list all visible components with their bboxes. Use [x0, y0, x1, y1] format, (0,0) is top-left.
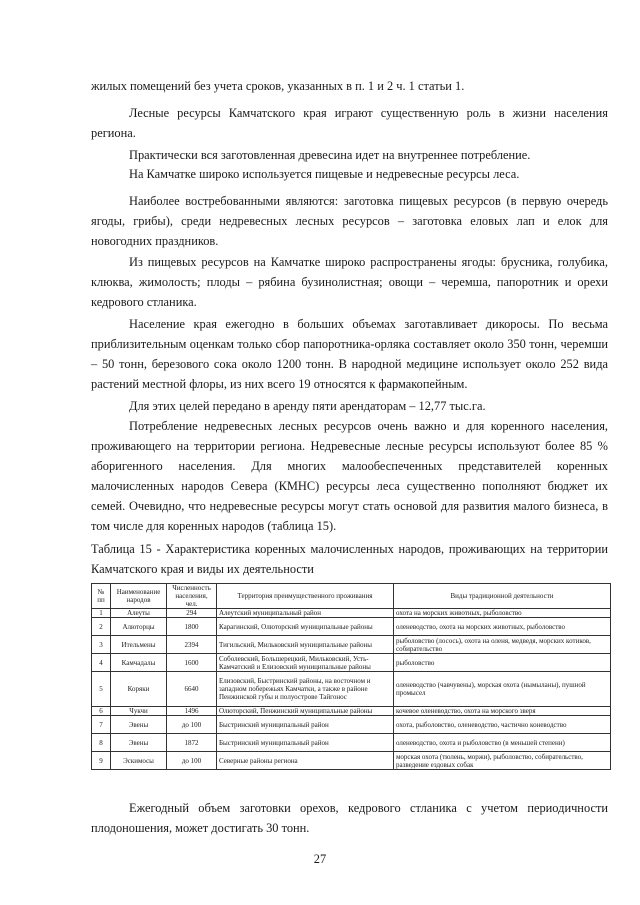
table-cell: Олюторский, Пенжинский муниципальные районы — [217, 707, 394, 716]
table-cell: до 100 — [167, 752, 217, 770]
table-row — [92, 707, 611, 716]
table-cell: Чукчи — [111, 707, 167, 716]
table-cell: Камчадалы — [111, 654, 167, 672]
table-cell: кочевое оленеводство, охота на морского зверя — [394, 707, 611, 716]
paragraph-4: Наиболее востребованными являются: заготовка пищевых ресурсов (в первую очередь ягоды, грибы), среди недревесных лесных ресурсов – заготовка еловых лап и елок для новогодних праздников. — [91, 194, 608, 248]
table-caption: Таблица 15 - Характеристика коренных малочисленных народов, проживающих на территории Камчатского края и виды их деятельности — [91, 542, 608, 576]
table-cell: 6 — [92, 707, 111, 716]
table-cell: Коряки — [111, 672, 167, 707]
paragraph-8: Потребление недревесных лесных ресурсов очень важно и для коренного населения, проживающего на территории региона. Недревесные лесные ресурсы используют более 85 % аборигенного населения. Для многих малообеспеченных представителей коренных малочисленных народов Севера (КМНС) ресурсы леса существенно пополняют бюджет их семей. Очевидно, что недревесные ресурсы могут стать основой для развития малого бизнеса, в том числе для коренных народов (таблица 15). — [91, 419, 608, 533]
table-cell: Эвены — [111, 716, 167, 734]
table-cell: охота, рыболовство, оленеводство, частично коневодство — [394, 716, 611, 734]
paragraph-2: Практически вся заготовленная древесина идет на внутреннее потребление. — [129, 148, 531, 162]
table-row — [92, 672, 611, 707]
table-cell: 6640 — [167, 672, 217, 707]
table-row — [92, 752, 611, 770]
indigenous-peoples-table — [91, 583, 611, 770]
table-cell: 2 — [92, 618, 111, 636]
table-cell: 9 — [92, 752, 111, 770]
table-row — [92, 618, 611, 636]
table-cell: до 100 — [167, 716, 217, 734]
table-cell: 1600 — [167, 654, 217, 672]
table-cell: рыболовство — [394, 654, 611, 672]
paragraph-3: На Камчатке широко используется пищевые и недревесные ресурсы леса. — [129, 167, 520, 181]
table-cell: 1800 — [167, 618, 217, 636]
table-cell: охота на морских животных, рыболовство — [394, 609, 611, 618]
table-cell: 1496 — [167, 707, 217, 716]
table-cell: 3 — [92, 636, 111, 654]
table-cell: Быстринский муниципальный район — [217, 716, 394, 734]
table-cell: Эвены — [111, 734, 167, 752]
table-cell: 294 — [167, 609, 217, 618]
paragraph-6: Население края ежегодно в больших объемах заготавливает дикоросы. По весьма приблизительным оценкам только сбор папоротника-орляка составляет около 350 тонн, черемши – 50 тонн, березового сока около 1200 тонн. В народной медицине использует около 252 вида растений местной флоры, из них всего 19 относятся к фармакопейным. — [91, 317, 608, 391]
column-header: № пп — [92, 584, 111, 609]
column-header: Наименование народов — [111, 584, 167, 609]
table-cell: Ительмены — [111, 636, 167, 654]
table-cell: 1 — [92, 609, 111, 618]
table-cell: Елизовский, Быстринский районы, на восточном и западном побережьях Камчатки, а также в районе Пенжинской губы и полуострове Тайгонос — [217, 672, 394, 707]
table-cell: Соболевский, Большерецкий, Мильковский, Усть-Камчатский и Елизовский муниципальные районы — [217, 654, 394, 672]
table-header-row — [92, 584, 611, 609]
paragraph-5: Из пищевых ресурсов на Камчатке широко распространены ягоды: брусника, голубика, клюква, жимолость; плоды – рябина бузинолистная; овощи – черемша, папоротник и орехи кедрового стланика. — [91, 255, 608, 309]
paragraph-0: жилых помещений без учета сроков, указанных в п. 1 и 2 ч. 1 статьи 1. — [91, 79, 465, 93]
table-cell: рыболовство (лосось), охота на оленя, медведя, морских котиков, собирательство — [394, 636, 611, 654]
paragraph-7: Для этих целей передано в аренду пяти арендаторам – 12,77 тыс.га. — [129, 399, 486, 413]
table-cell: оленеводство, охота на морских животных, рыболовство — [394, 618, 611, 636]
table-cell: 7 — [92, 716, 111, 734]
table-cell: 2394 — [167, 636, 217, 654]
table-cell: 5 — [92, 672, 111, 707]
table-cell: Тигильский, Мильковский муниципальные районы — [217, 636, 394, 654]
table-cell: Северные районы региона — [217, 752, 394, 770]
table-cell: Карагинский, Олюторский муниципальные районы — [217, 618, 394, 636]
table-cell: Алеуты — [111, 609, 167, 618]
paragraph-1: Лесные ресурсы Камчатского края играют существенную роль в жизни населения региона. — [91, 106, 608, 140]
table-row — [92, 636, 611, 654]
table-cell: оленеводство (чавчувены), морская охота (нымыланы), пушной промысел — [394, 672, 611, 707]
table-cell: Эскимосы — [111, 752, 167, 770]
table-cell: 4 — [92, 654, 111, 672]
table-row — [92, 716, 611, 734]
paragraph-9: Ежегодный объем заготовки орехов, кедрового стланика с учетом периодичности плодоношения, может достигать 30 тонн. — [91, 801, 608, 835]
column-header: Виды традиционной деятельности — [394, 584, 611, 609]
column-header: Территория преимущественного проживания — [217, 584, 394, 609]
table-row — [92, 734, 611, 752]
table-cell: Алеутский муниципальный район — [217, 609, 394, 618]
table-cell: 1872 — [167, 734, 217, 752]
table-cell: Быстринский муниципальный район — [217, 734, 394, 752]
table-row — [92, 609, 611, 618]
column-header: Численность населения, чел. — [167, 584, 217, 609]
table-cell: морская охота (тюлень, моржи), рыболовство, собирательство, разведение ездовых собак — [394, 752, 611, 770]
table-row — [92, 654, 611, 672]
table-cell: оленеводство, охота и рыболовство (в меньшей степени) — [394, 734, 611, 752]
table-cell: Алюторцы — [111, 618, 167, 636]
table-cell: 8 — [92, 734, 111, 752]
page-number: 27 — [313, 852, 327, 866]
